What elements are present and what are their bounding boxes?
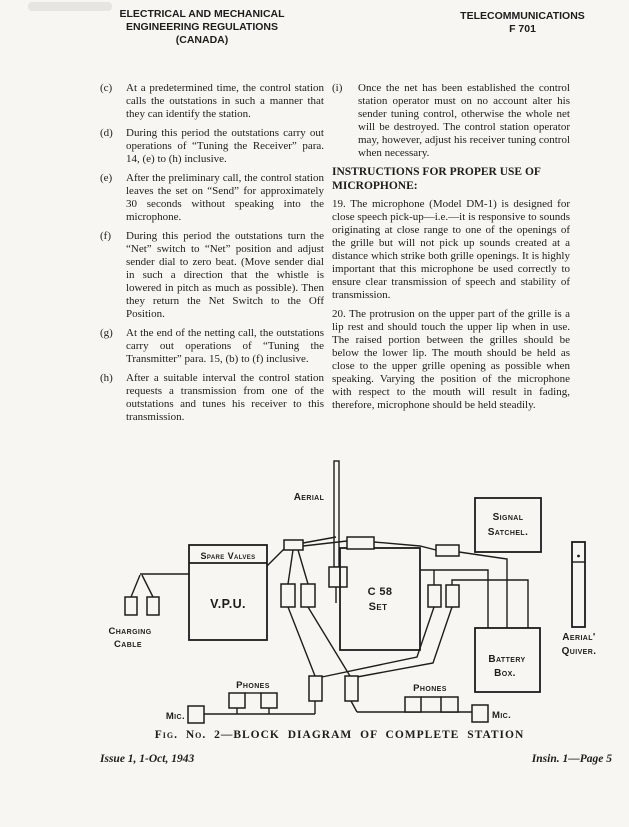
list-item-h (100, 372, 324, 424)
c58-label: C 58 (367, 586, 393, 598)
cable-connector (347, 537, 374, 549)
cable-connector (345, 676, 358, 701)
cable-connector (284, 540, 303, 550)
cable-connector (301, 584, 315, 607)
left-column (100, 82, 324, 430)
item-label: (f) (100, 230, 111, 242)
item-label: (i) (332, 82, 343, 94)
battery-box-label: Box. (494, 668, 516, 679)
cable-connector (428, 585, 441, 607)
charging-cable-wire (131, 575, 140, 597)
signal-satchel-label: Satchel. (487, 527, 529, 538)
cable-connector (281, 584, 295, 607)
aerial-mast-base (329, 567, 347, 587)
item-text: After the preliminary call, the control station leaves the set on “Send” for approximately 30 seconds without speaking into the microphone. (126, 172, 324, 223)
cable-connector (309, 676, 322, 701)
charging-plug (147, 597, 159, 615)
cable (288, 607, 315, 676)
item-text: At a predetermined time, the control station calls the outstations in such a manner that they can identify the station. (126, 82, 324, 120)
charging-cable-label: Cable (114, 639, 142, 650)
signal-satchel-label: Signal (492, 512, 524, 523)
phones-label-right: Phones (413, 683, 447, 694)
header-section (455, 10, 590, 36)
header-section-title: TELECOMMUNICATIONS (460, 10, 585, 22)
c58-label: Set (368, 601, 388, 613)
right-column (332, 82, 570, 418)
aerial-quiver-label: Aerial' (562, 632, 596, 643)
item-label: (d) (100, 127, 113, 139)
mic-box (472, 705, 488, 722)
list-item-i (332, 82, 570, 160)
cable (308, 607, 350, 676)
cable (303, 537, 336, 543)
header-doc-code: F 701 (509, 23, 536, 35)
item-text: After a suitable interval the control station requests a transmission from one of the outstations and tunes his receiver to this transmission. (126, 372, 324, 423)
header-organization (118, 8, 286, 47)
list-item-d (100, 127, 324, 166)
cable-connector (436, 545, 459, 556)
mic-box (188, 706, 204, 723)
item-label: (e) (100, 172, 113, 184)
list-item-e (100, 172, 324, 224)
phone-earpiece (229, 693, 245, 708)
headset-cable (351, 701, 357, 712)
footer-page-ref: Insin. 1—Page 5 (531, 753, 612, 765)
c58-set-box (340, 548, 420, 650)
charging-plug (125, 597, 137, 615)
cable (267, 548, 285, 566)
charging-cable-label: Charging (108, 626, 152, 637)
list-item-g (100, 327, 324, 366)
mic-label-right: Mic. (492, 710, 512, 721)
cable-connector (446, 585, 459, 607)
item-label: (g) (100, 327, 113, 339)
list-item-c (100, 82, 324, 121)
battery-box-label: Battery (488, 654, 526, 665)
header-org-line2: ENGINEERING REGULATIONS (125, 21, 279, 33)
footer-issue: Issue 1, 1-Oct, 1943 (100, 753, 195, 765)
paragraph-19: 19. The microphone (Model DM-1) is designed for close speech pick-up—i.e.—it is responsive to sounds originating at close range to one of the openings of the grille but will not pick up sounds created at a distance which strike both grille openings. It is highly important that this microphone be used correctly to ensure clear transmission of speech and stability of transmission. (332, 198, 570, 301)
aerial-quiver-label: Quiver. (561, 646, 597, 657)
aerial-mast (334, 461, 339, 567)
cable (288, 550, 293, 584)
cable (452, 580, 528, 628)
item-text: During this period the outstations carry out operations of “Tuning the Receiver” para. 14, (e) to (h) inclusive. (126, 127, 324, 165)
phones-label-left: Phones (236, 680, 270, 691)
cable (459, 552, 507, 628)
header-org-line3: (CANADA) (175, 34, 229, 46)
block-diagram (0, 450, 629, 750)
cable (298, 550, 308, 584)
aerial-quiver-dot (577, 555, 580, 558)
aerial-label: Aerial (293, 492, 325, 503)
figure-caption: Fig. No. 2—BLOCK DIAGRAM OF COMPLETE STATION (154, 729, 525, 741)
item-label: (c) (100, 82, 113, 94)
header-org-line1: ELECTRICAL AND MECHANICAL (119, 8, 285, 20)
phone-earpiece (405, 697, 421, 712)
microphone-instructions-heading: INSTRUCTIONS FOR PROPER USE OF MICROPHONE: (332, 166, 541, 192)
signal-satchel-box (475, 498, 541, 552)
vpu-label: V.P.U. (210, 597, 246, 611)
phone-earpiece (441, 697, 458, 712)
item-text: Once the net has been established the control station operator must on no account alter his sender tuning control, otherwise the whole net will be destroyed. The control station operator may, however, adjust his receiver tuning control when necessary. (358, 82, 570, 159)
spare-valves-label: Spare Valves (200, 551, 256, 561)
scan-artifact (28, 2, 112, 11)
list-item-f (100, 230, 324, 321)
mic-label-left: Mic. (165, 711, 185, 722)
paragraph-20: 20. The protrusion on the upper part of the grille is a lip rest and should touch the upper lip when in use. The raised portion between the grilles should be below the lower lip. The mouth should be held as close to the upper grille opening as possible when speaking. Varying the position of the microphone with respect to the mouth will result in fading, therefore, microphone should be held steadily. (332, 308, 570, 411)
charging-cable-wire (142, 575, 153, 597)
phone-earpiece (261, 693, 277, 708)
item-text: At the end of the netting call, the outstations carry out operations of “Tuning the Transmitter” para. 15, (b) to (f) inclusive. (126, 327, 324, 365)
item-text: During this period the outstations turn the “Net” switch to “Net” position and adjust sender dial to zero beat. (Move sender dial in such a direction that the whistle is lowered in pitch as much as possible). Then they return the Net Switch to the Off Position. (126, 230, 324, 320)
item-label: (h) (100, 372, 113, 384)
